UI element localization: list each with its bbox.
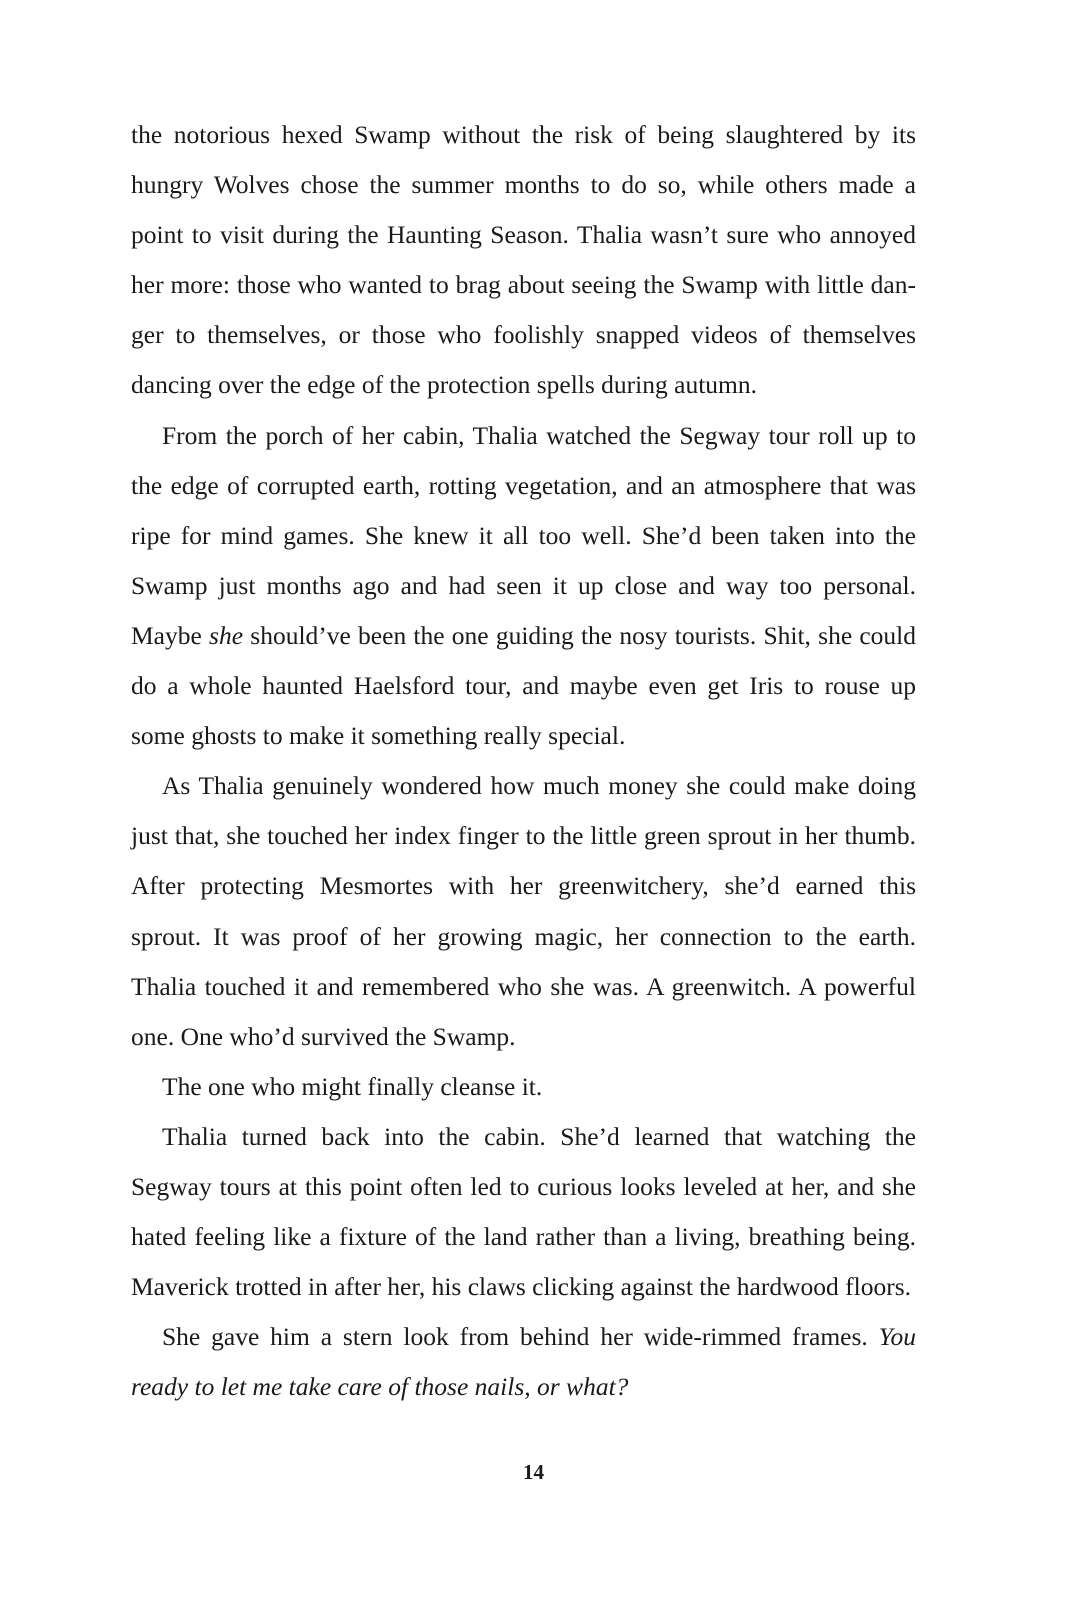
text-run: Thalia turned back into the cabin. She’d learned that watching the Segway tours at this point often led to curious looks leveled at her, and she hated feeling like a fixture of the land rather than a living, breathing being. Maverick trotted in after her, his claws clicking against the hardwood floors.: [131, 1121, 916, 1302]
paragraph: [131, 411, 916, 762]
paragraph: [131, 1062, 916, 1112]
paragraph: [131, 1112, 916, 1312]
italic-text: You ready to let me take care of those nails, or what?: [131, 1322, 916, 1402]
text-run: As Thalia genuinely wondered how much money she could make doing just that, she touched her index finger to the little green sprout in her thumb. After protecting Mesmortes with her greenwitchery, she’d earned this sprout. It was proof of her growing magic, her connection to the earth. Thalia touched it and remembered who she was. A greenwitch. A powerful one. One who’d survived the Swamp.: [131, 771, 916, 1051]
text-run: The one who might finally cleanse it.: [162, 1071, 543, 1101]
paragraph: [131, 761, 916, 1062]
text-run: should’ve been the one guiding the nosy tourists. Shit, she could do a whole haunted Haelsford tour, and maybe even get Iris to rouse up some ghosts to make it something really special.: [131, 620, 917, 751]
body-text: [131, 110, 916, 1412]
paragraph: [131, 1312, 916, 1412]
text-run: From the porch of her cabin, Thalia watched the Segway tour roll up to the edge of corrupted earth, rotting vegetation, and an atmosphere that was ripe for mind games. She knew it all too well. She’d been taken into the Swamp just months ago and had seen it up close and way too personal. Maybe: [131, 420, 916, 650]
text-run: She gave him a stern look from behind her wide-rimmed frames.: [162, 1322, 879, 1352]
italic-text: she: [209, 620, 244, 650]
paragraph: [131, 110, 916, 411]
page-number: 14: [523, 1460, 544, 1484]
text-run: the notorious hexed Swamp without the risk of being slaughtered by its hungry Wolves chose the summer months to do so, while others made a point to visit during the Haunting Season. Thalia wasn’t sure who annoyed her more: those who wanted to brag about seeing the Swamp with little danger to themselves, or those who foolishly snapped videos of themselves dancing over the edge of the protection spells during autumn.: [131, 120, 916, 400]
